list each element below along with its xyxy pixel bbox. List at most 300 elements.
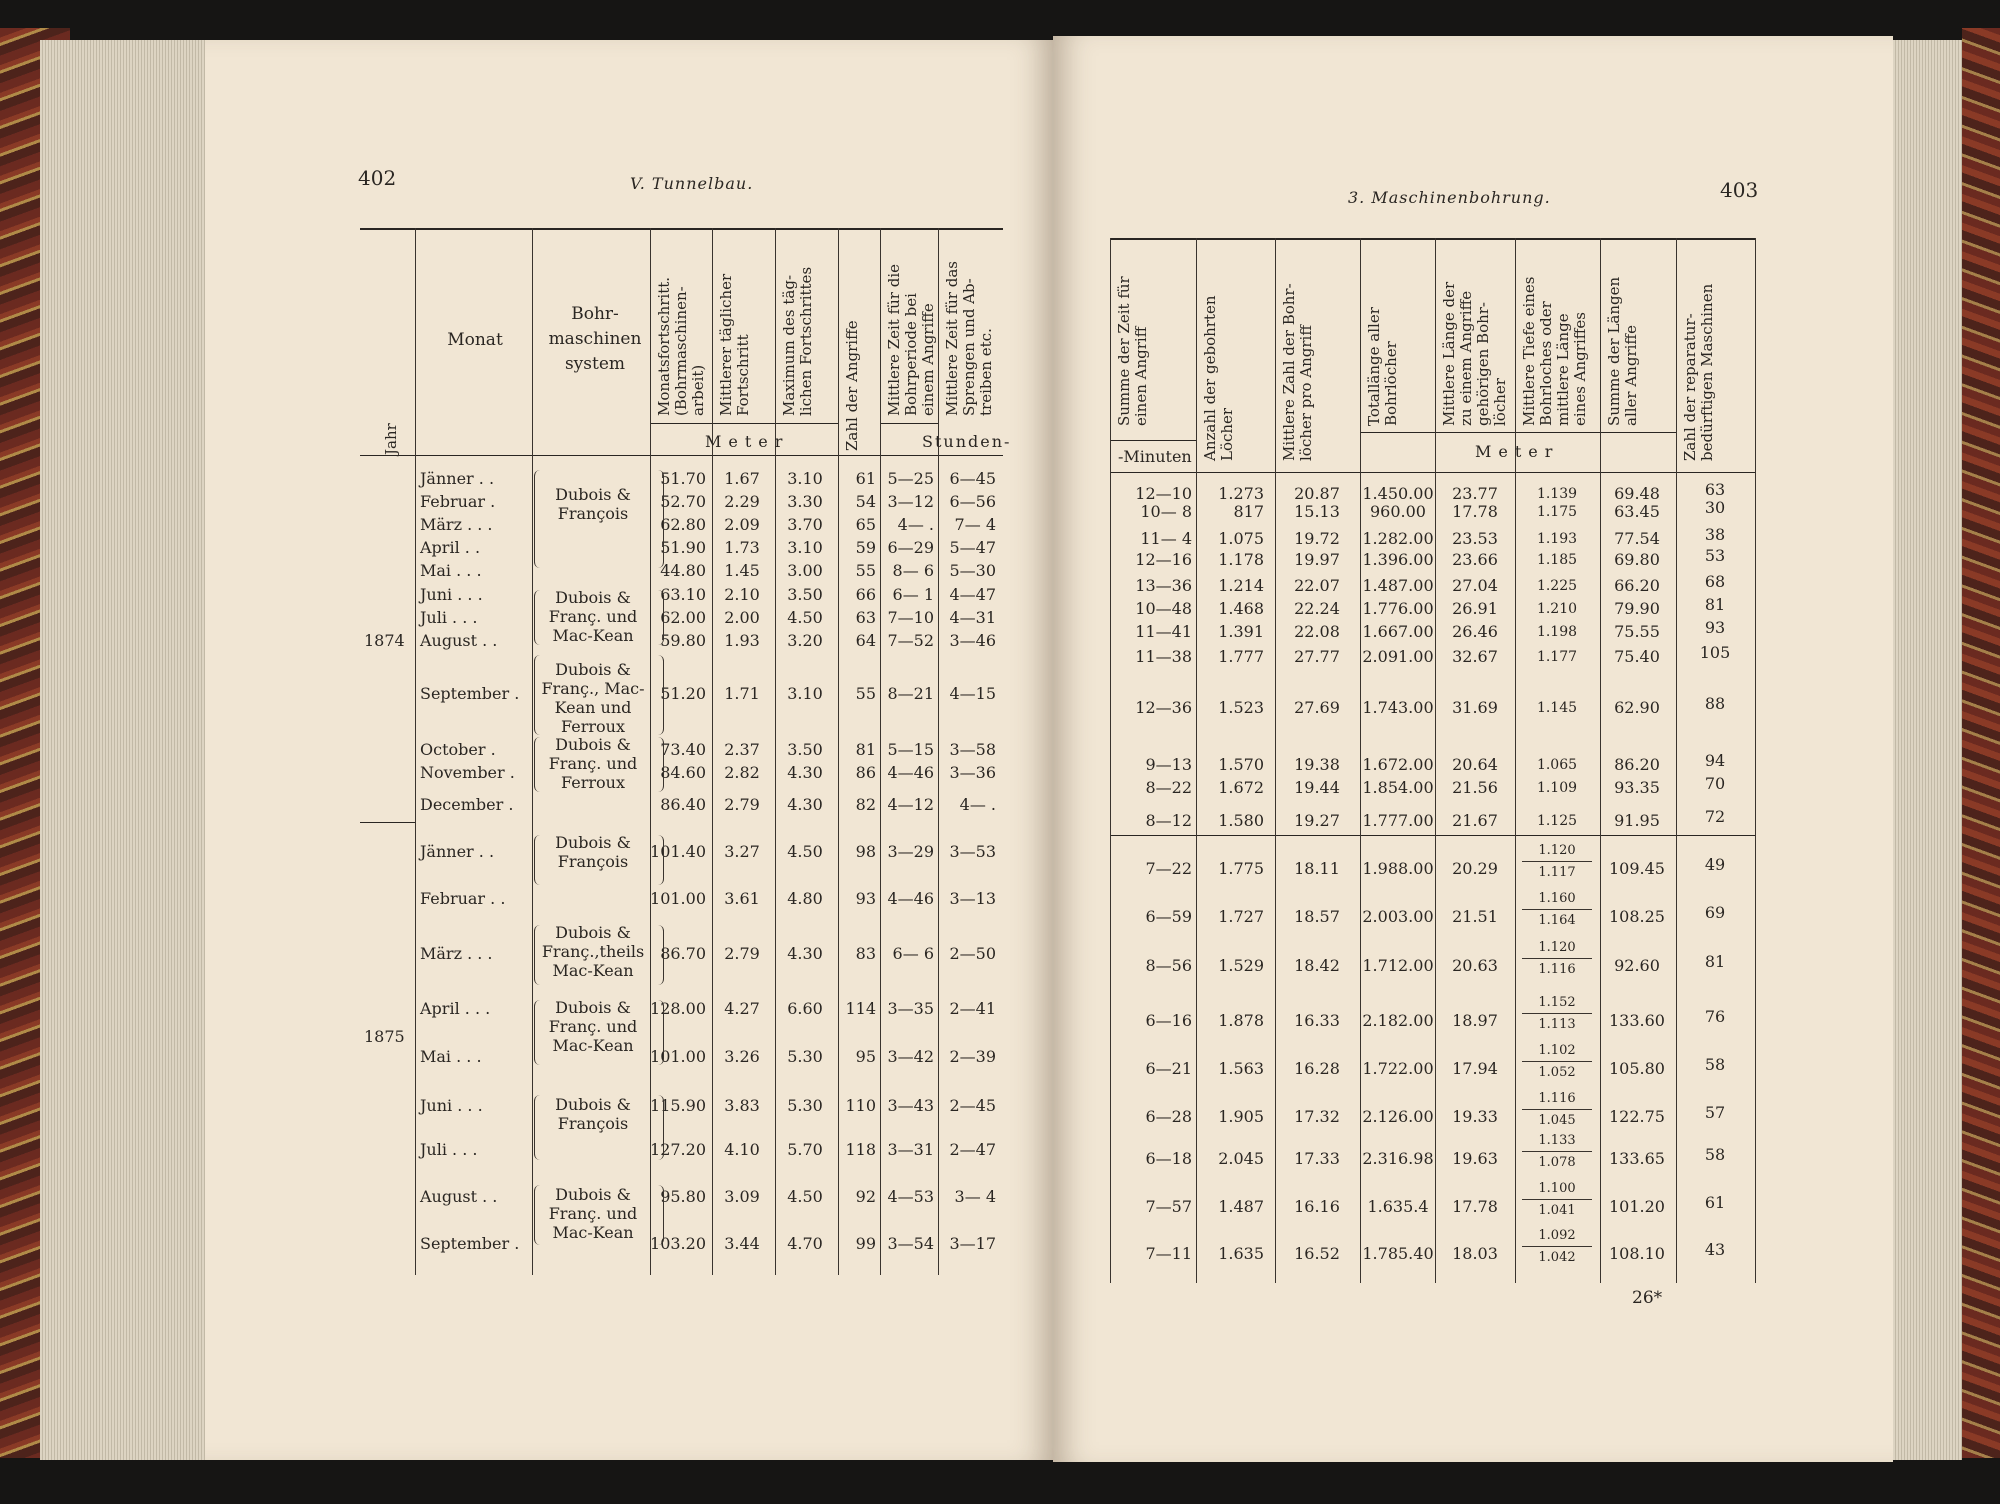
system-group: Dubois & Franç. und Mac-Kean [548,588,638,645]
cell-reparatur: 93 [1704,618,1726,637]
cell-totallaenge: 960.00 [1370,502,1426,521]
brace [658,737,664,792]
brace [534,737,540,792]
fraction-bar [1522,958,1592,959]
header-reparatur: Zahl der reparatur- bedürftigen Maschinen [1681,283,1716,461]
cell-zahl: 98 [855,842,876,861]
fraction-bar [1522,1013,1592,1014]
tiefe-upper: 1.120 [1538,843,1576,858]
table-row-monat: November . [420,763,515,782]
fraction-bar [1522,1246,1592,1247]
table-row-monat: Jänner . . [420,469,495,488]
cell-fortschritt: 51.90 [660,538,706,557]
table-row-monat: Mai . . . [420,1047,482,1066]
cell-sprengen: 4—15 [949,684,996,703]
cell-summe-zeit: 10—48 [1135,599,1192,618]
cell-zahl: 65 [855,515,876,534]
brace [658,655,664,735]
cell-maximum: 5.30 [787,1047,823,1066]
brace [658,590,664,645]
cell-mittlere-zahl: 15.13 [1294,502,1340,521]
table-row-monat: Mai . . . [420,561,482,580]
cell-bohrperiode: 7—52 [887,631,934,650]
system-group: Dubois & François [555,485,631,523]
cell-mittlerer: 4.10 [724,1140,760,1159]
year-1875: 1875 [364,1027,405,1046]
cell-summe-zeit: 9—13 [1145,755,1192,774]
cell-summe-laengen: 69.80 [1614,550,1660,569]
book-cover-right [1962,28,2000,1458]
cell-fortschritt: 52.70 [660,492,706,511]
table-column-rule [1360,238,1361,1283]
cell-zahl: 63 [855,608,876,627]
year-separator [1110,835,1755,836]
cell-bohrperiode: 5—15 [887,740,934,759]
cell-zahl: 92 [855,1187,876,1206]
cell-anzahl: 1.523 [1218,698,1264,717]
tiefe-upper: 1.100 [1538,1181,1576,1196]
table-row-monat: October . [420,740,496,759]
table-column-rule [532,228,533,1275]
system-group: Dubois & François [555,833,631,871]
cell-zahl: 54 [855,492,876,511]
cell-mittlere-tiefe-fraction [1522,1091,1592,1129]
cell-mittlere-laenge: 26.46 [1452,622,1498,641]
cell-mittlerer: 1.73 [724,538,760,557]
cell-summe-zeit: 7—57 [1145,1197,1192,1216]
cell-summe-zeit: 6—59 [1145,907,1192,926]
brace [534,1000,540,1065]
cell-maximum: 3.50 [787,740,823,759]
system-group: Dubois & François [555,1095,631,1133]
cell-maximum: 4.50 [787,1187,823,1206]
cell-mittlere-laenge: 18.97 [1452,1011,1498,1030]
table-row-monat: April . . [420,538,481,557]
cell-bohrperiode: 3—42 [887,1047,934,1066]
brace [658,470,664,568]
cell-sprengen: 2—41 [949,999,996,1018]
cell-mittlere-zahl: 19.72 [1294,529,1340,548]
cell-mittlere-zahl: 16.33 [1294,1011,1340,1030]
cell-sprengen: 3—17 [949,1234,996,1253]
cell-reparatur: 49 [1704,855,1726,874]
cell-mittlere-tiefe: 1.225 [1536,578,1578,594]
cell-maximum: 4.30 [787,944,823,963]
cell-zahl: 81 [855,740,876,759]
cell-mittlerer: 2.09 [724,515,760,534]
cell-bohrperiode: 4—53 [887,1187,934,1206]
cell-reparatur: 81 [1704,952,1726,971]
cell-reparatur: 38 [1704,525,1726,544]
cell-mittlerer: 3.44 [724,1234,760,1253]
cell-totallaenge: 2.316.98 [1362,1149,1434,1168]
cell-maximum: 3.10 [787,469,823,488]
cell-summe-laengen: 77.54 [1614,529,1660,548]
cell-reparatur: 58 [1704,1145,1726,1164]
cell-fortschritt: 51.70 [660,469,706,488]
system-group: Dubois & Franç.,theils Mac-Kean [541,923,645,980]
table-row-monat: September . [420,684,520,703]
cell-mittlerer: 2.79 [724,944,760,963]
cell-reparatur: 68 [1704,572,1726,591]
cell-sprengen: 2—39 [949,1047,996,1066]
cell-summe-laengen: 79.90 [1614,599,1660,618]
unit-minuten: -Minuten [1118,447,1192,466]
cell-zahl: 61 [855,469,876,488]
header-jahr: Jahr [382,423,400,455]
unit-stunden: Stunden- [922,432,1012,451]
tiefe-lower: 1.041 [1538,1203,1576,1218]
cell-mittlerer: 2.29 [724,492,760,511]
cell-anzahl: 1.214 [1218,576,1264,595]
fraction-bar [1522,861,1592,862]
cell-mittlere-zahl: 16.52 [1294,1244,1340,1263]
cell-bohrperiode: 3—43 [887,1096,934,1115]
page-edges-right [1890,40,1962,1460]
cell-mittlere-laenge: 26.91 [1452,599,1498,618]
cell-summe-zeit: 11—38 [1135,647,1192,666]
page-edges-left [40,40,210,1460]
cell-sprengen: 2—50 [949,944,996,963]
cell-bohrperiode: 3—29 [887,842,934,861]
cell-mittlere-tiefe: 1.139 [1536,486,1578,502]
cell-totallaenge: 1.712.00 [1362,956,1434,975]
table-rule-top [1110,238,1755,240]
cell-totallaenge: 1.743.00 [1362,698,1434,717]
cell-mittlere-zahl: 19.27 [1294,811,1340,830]
cell-mittlerer: 3.09 [724,1187,760,1206]
cell-anzahl: 1.580 [1218,811,1264,830]
cell-mittlere-laenge: 19.63 [1452,1149,1498,1168]
cell-anzahl: 1.529 [1218,956,1264,975]
cell-sprengen: 3—36 [949,763,996,782]
table-row-monat: Februar . [420,492,496,511]
header-mittlere_tiefe: Mittlere Tiefe eines Bohrloches oder mittlere Länge eines Angriffes [1520,276,1589,426]
cell-zahl: 95 [855,1047,876,1066]
cell-reparatur: 105 [1699,643,1731,662]
cell-sprengen: 6—56 [949,492,996,511]
cell-bohrperiode: 4—46 [887,763,934,782]
cell-summe-zeit: 7—22 [1145,859,1192,878]
table-column-rule [415,228,416,1275]
cell-fortschritt: 101.00 [650,1047,706,1066]
table-row-monat: Juni . . . [420,585,483,604]
cell-summe-laengen: 108.25 [1609,907,1665,926]
cell-summe-zeit: 12—36 [1135,698,1192,717]
cell-summe-laengen: 75.40 [1614,647,1660,666]
cell-mittlere-tiefe: 1.125 [1536,813,1578,829]
cell-reparatur: 58 [1704,1055,1726,1074]
cell-fortschritt: 127.20 [650,1140,706,1159]
cell-summe-zeit: 6—28 [1145,1107,1192,1126]
cell-fortschritt: 101.00 [650,889,706,908]
cell-sprengen: 2—47 [949,1140,996,1159]
cell-mittlere-zahl: 18.57 [1294,907,1340,926]
table-row-monat: August . . [420,631,498,650]
cell-maximum: 3.50 [787,585,823,604]
tiefe-lower: 1.045 [1538,1113,1576,1128]
cell-summe-laengen: 109.45 [1609,859,1665,878]
header-zeit_spreng: Mittlere Zeit für das Sprengen und Ab- treiben etc. [943,261,995,416]
cell-bohrperiode: 5—25 [887,469,934,488]
cell-maximum: 6.60 [787,999,823,1018]
cell-maximum: 5.30 [787,1096,823,1115]
cell-mittlerer: 2.00 [724,608,760,627]
cell-fortschritt: 59.80 [660,631,706,650]
cell-mittlerer: 3.27 [724,842,760,861]
cell-mittlerer: 4.27 [724,999,760,1018]
header-system: Bohr- maschinen system [548,304,642,374]
cell-mittlere-laenge: 21.56 [1452,778,1498,797]
header-summe_laengen: Summe der Längen aller Angriffe [1605,276,1640,426]
tiefe-upper: 1.152 [1538,995,1576,1010]
cell-maximum: 4.80 [787,889,823,908]
cell-reparatur: 70 [1704,774,1726,793]
cell-totallaenge: 1.396.00 [1362,550,1434,569]
brace [534,1095,540,1160]
cell-mittlere-tiefe-fraction [1522,891,1592,929]
cell-summe-zeit: 11— 4 [1140,529,1192,548]
cell-mittlerer: 2.37 [724,740,760,759]
cell-summe-laengen: 91.95 [1614,811,1660,830]
cell-maximum: 4.50 [787,842,823,861]
cell-mittlere-laenge: 31.69 [1452,698,1498,717]
cell-reparatur: 30 [1704,498,1726,517]
cell-mittlere-tiefe: 1.145 [1536,700,1578,716]
cell-anzahl: 1.777 [1218,647,1264,666]
table-column-rule [1600,238,1601,1283]
cell-mittlere-tiefe: 1.193 [1536,531,1578,547]
cell-mittlere-zahl: 22.07 [1294,576,1340,595]
cell-summe-laengen: 75.55 [1614,622,1660,641]
cell-mittlere-zahl: 17.33 [1294,1149,1340,1168]
header-maximum: Maximum des täg- lichen Fortschrittes [780,266,815,416]
left-running-head: V. Tunnelbau. [630,174,754,193]
fraction-bar [1522,1199,1592,1200]
cell-zahl: 59 [855,538,876,557]
table-row-monat: September . [420,1234,520,1253]
cell-sprengen: 3— 4 [954,1187,996,1206]
cell-totallaenge: 2.091.00 [1362,647,1434,666]
cell-bohrperiode: 6— 6 [892,944,934,963]
cell-anzahl: 1.487 [1218,1197,1264,1216]
header-zahl: Zahl der Angriffe [843,320,861,451]
cell-mittlerer: 2.82 [724,763,760,782]
cell-maximum: 4.30 [787,763,823,782]
cell-fortschritt: 115.90 [650,1096,706,1115]
brace [534,655,540,735]
brace [658,1000,664,1065]
cell-reparatur: 76 [1704,1007,1726,1026]
cell-totallaenge: 1.776.00 [1362,599,1434,618]
cell-zahl: 86 [855,763,876,782]
cell-mittlerer: 1.71 [724,684,760,703]
brace [658,925,664,985]
cell-anzahl: 1.075 [1218,529,1264,548]
tiefe-lower: 1.113 [1538,1017,1576,1032]
brace [534,470,540,568]
cell-totallaenge: 2.182.00 [1362,1011,1434,1030]
cell-mittlere-tiefe: 1.185 [1536,552,1578,568]
cell-fortschritt: 44.80 [660,561,706,580]
brace [534,925,540,985]
header-summe_zeit: Summe der Zeit für einen Angriff [1115,276,1150,426]
cell-fortschritt: 84.60 [660,763,706,782]
cell-anzahl: 1.563 [1218,1059,1264,1078]
cell-fortschritt: 63.10 [660,585,706,604]
cell-mittlere-laenge: 18.03 [1452,1244,1498,1263]
cell-zahl: 93 [855,889,876,908]
cell-sprengen: 2—45 [949,1096,996,1115]
cell-anzahl: 1.672 [1218,778,1264,797]
brace [534,835,540,885]
cell-summe-laengen: 133.60 [1609,1011,1665,1030]
signature-mark: 26* [1632,1288,1663,1308]
cell-summe-zeit: 6—18 [1145,1149,1192,1168]
cell-mittlere-laenge: 20.64 [1452,755,1498,774]
cell-mittlere-zahl: 18.11 [1294,859,1340,878]
cell-mittlere-zahl: 20.87 [1294,484,1340,503]
cell-summe-zeit: 10— 8 [1140,502,1192,521]
cell-summe-laengen: 101.20 [1609,1197,1665,1216]
cell-totallaenge: 2.126.00 [1362,1107,1434,1126]
cell-mittlere-tiefe: 1.065 [1536,757,1578,773]
cell-anzahl: 1.391 [1218,622,1264,641]
cell-mittlere-tiefe-fraction [1522,1133,1592,1171]
cell-summe-zeit: 11—41 [1135,622,1192,641]
system-group: Dubois & Franç. und Mac-Kean [548,1185,638,1242]
cell-maximum: 3.00 [787,561,823,580]
cell-zahl: 55 [855,684,876,703]
tiefe-lower: 1.042 [1538,1250,1576,1265]
cell-summe-zeit: 13—36 [1135,576,1192,595]
cell-bohrperiode: 3—54 [887,1234,934,1253]
cell-summe-laengen: 66.20 [1614,576,1660,595]
cell-totallaenge: 1.785.40 [1362,1244,1434,1263]
left-page-number: 402 [358,166,397,190]
cell-summe-zeit: 6—16 [1145,1011,1192,1030]
cell-zahl: 110 [845,1096,876,1115]
cell-totallaenge: 1.487.00 [1362,576,1434,595]
cell-mittlere-zahl: 27.69 [1294,698,1340,717]
cell-mittlere-laenge: 20.63 [1452,956,1498,975]
cell-zahl: 83 [855,944,876,963]
cell-mittlere-tiefe: 1.177 [1536,649,1578,665]
table-row-monat: Juli . . . [420,608,478,627]
cell-bohrperiode: 6—29 [887,538,934,557]
table-rule-units-2 [1110,440,1196,441]
cell-mittlere-laenge: 21.51 [1452,907,1498,926]
cell-mittlere-zahl: 27.77 [1294,647,1340,666]
cell-mittlere-zahl: 22.24 [1294,599,1340,618]
cell-mittlere-laenge: 23.66 [1452,550,1498,569]
cell-fortschritt: 86.70 [660,944,706,963]
year-1874: 1874 [364,631,405,650]
cell-reparatur: 43 [1704,1240,1726,1259]
cell-maximum: 3.70 [787,515,823,534]
cell-reparatur: 57 [1704,1103,1726,1122]
cell-totallaenge: 1.722.00 [1362,1059,1434,1078]
cell-mittlerer: 3.61 [724,889,760,908]
header-totallaenge: Totallänge aller Bohrlöcher [1365,307,1400,426]
cell-reparatur: 53 [1704,546,1726,565]
table-row-monat: Juli . . . [420,1140,478,1159]
cell-fortschritt: 62.00 [660,608,706,627]
right-page-number: 403 [1720,178,1759,202]
cell-maximum: 4.50 [787,608,823,627]
cell-summe-laengen: 86.20 [1614,755,1660,774]
cell-mittlere-tiefe-fraction [1522,1181,1592,1219]
cell-bohrperiode: 8—21 [887,684,934,703]
cell-maximum: 4.30 [787,795,823,814]
cell-summe-zeit: 8—22 [1145,778,1192,797]
cell-anzahl: 1.635 [1218,1244,1264,1263]
unit-meter: Meter [705,432,790,451]
cell-reparatur: 81 [1704,595,1726,614]
cell-summe-laengen: 108.10 [1609,1244,1665,1263]
table-column-rule [1755,238,1756,1283]
cell-reparatur: 61 [1704,1193,1726,1212]
cell-summe-laengen: 62.90 [1614,698,1660,717]
cell-sprengen: 3—46 [949,631,996,650]
cell-totallaenge: 1.450.00 [1362,484,1434,503]
cell-totallaenge: 1.988.00 [1362,859,1434,878]
tiefe-upper: 1.116 [1538,1091,1576,1106]
cell-zahl: 118 [845,1140,876,1159]
cell-mittlere-laenge: 20.29 [1452,859,1498,878]
cell-totallaenge: 1.854.00 [1362,778,1434,797]
cell-sprengen: 6—45 [949,469,996,488]
cell-bohrperiode: 3—35 [887,999,934,1018]
cell-mittlere-zahl: 17.32 [1294,1107,1340,1126]
table-rule-header [360,455,1003,456]
tiefe-upper: 1.160 [1538,891,1576,906]
table-column-rule [1435,238,1436,1283]
cell-maximum: 4.70 [787,1234,823,1253]
cell-anzahl: 1.570 [1218,755,1264,774]
cell-reparatur: 72 [1704,807,1726,826]
tiefe-upper: 1.092 [1538,1228,1576,1243]
cell-mittlere-tiefe: 1.210 [1536,601,1578,617]
cell-maximum: 3.20 [787,631,823,650]
tiefe-lower: 1.164 [1538,913,1576,928]
cell-zahl: 82 [855,795,876,814]
unit-meter: Meter [1475,442,1560,461]
cell-mittlere-laenge: 32.67 [1452,647,1498,666]
cell-bohrperiode: 4—46 [887,889,934,908]
cell-anzahl: 1.468 [1218,599,1264,618]
cell-fortschritt: 95.80 [660,1187,706,1206]
cell-mittlere-tiefe-fraction [1522,843,1592,881]
cell-mittlerer: 3.26 [724,1047,760,1066]
cell-anzahl: 1.178 [1218,550,1264,569]
cell-summe-laengen: 92.60 [1614,956,1660,975]
header-zeit_bohr: Mittlere Zeit für die Bohrperiode bei einem Angriffe [885,263,937,416]
cell-anzahl: 1.273 [1218,484,1264,503]
table-column-rule [1196,238,1197,1283]
cell-fortschritt: 86.40 [660,795,706,814]
cell-zahl: 99 [855,1234,876,1253]
cell-bohrperiode: 3—12 [887,492,934,511]
cell-zahl: 55 [855,561,876,580]
cell-mittlere-laenge: 27.04 [1452,576,1498,595]
cell-mittlere-laenge: 23.77 [1452,484,1498,503]
table-row-monat: März . . . [420,944,493,963]
cell-mittlere-tiefe-fraction [1522,940,1592,978]
cell-anzahl: 2.045 [1218,1149,1264,1168]
brace [658,1185,664,1245]
cell-summe-zeit: 12—16 [1135,550,1192,569]
